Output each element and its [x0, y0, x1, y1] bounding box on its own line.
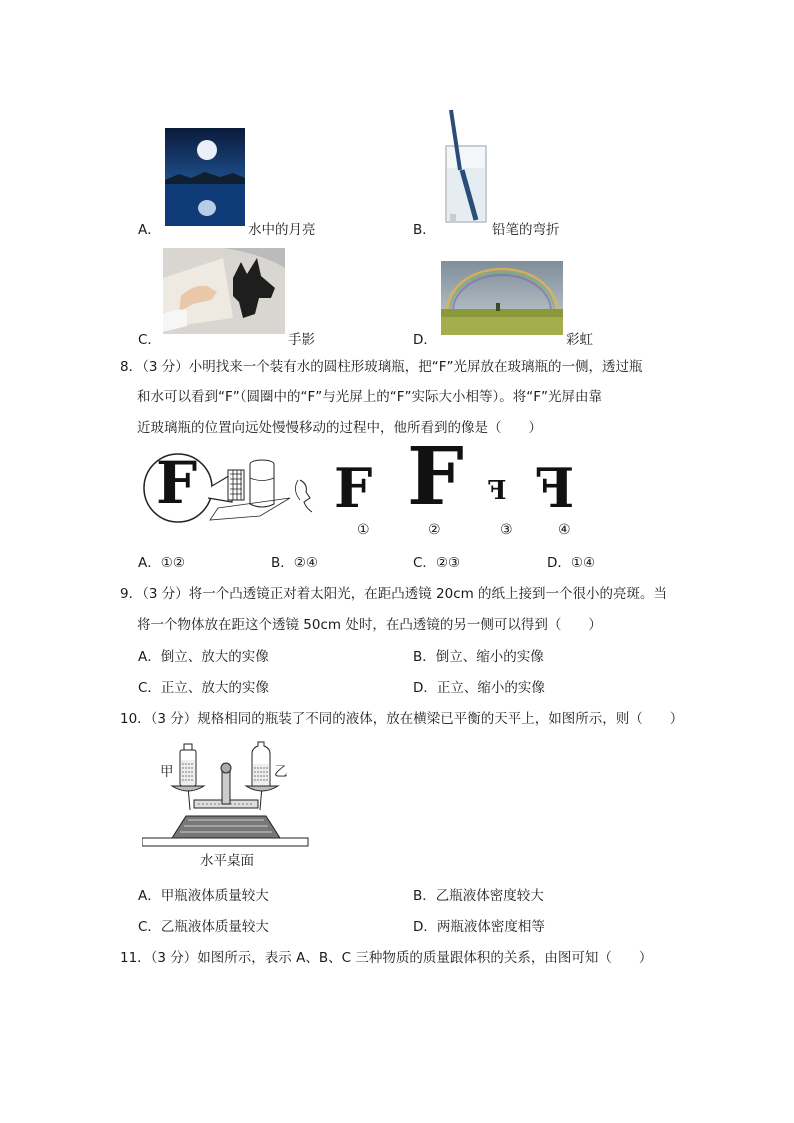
figure-label-3: ③ [500, 522, 513, 538]
q10-table-label: 水平桌面 [200, 853, 254, 869]
q9-option-a[interactable]: A．倒立、放大的实像 [138, 649, 269, 665]
q10-option-d[interactable]: D．两瓶液体密度相等 [413, 919, 545, 935]
q7-option-b-letter: B． [413, 222, 436, 238]
moon-reflection-image [165, 128, 245, 226]
q9-option-d[interactable]: D．正立、缩小的实像 [413, 680, 545, 696]
hand-shadow-image [163, 248, 285, 334]
image-4-letter: F [536, 456, 575, 520]
q10-option-c[interactable]: C．乙瓶液体质量较大 [138, 919, 269, 935]
q8-stem-line-2: 和水可以看到“F”（圆圈中的“F”与光屏上的“F”实际大小相等）。将“F”光屏由靠 [137, 389, 603, 405]
q7-option-c-letter: C． [138, 332, 161, 348]
q7-option-c-caption: 手影 [288, 332, 315, 348]
image-2-letter: F [407, 429, 464, 523]
q9-option-c[interactable]: C．正立、放大的实像 [138, 680, 269, 696]
q8-stem-line-1: 8．（3 分）小明找来一个装有水的圆柱形玻璃瓶，把“F”光屏放在玻璃瓶的一侧，透过瓶 [120, 359, 643, 375]
q10-stem-line-1: 10．（3 分）规格相同的瓶装了不同的液体，放在横梁已平衡的天平上，如图所示，则（ ） [120, 711, 684, 727]
f-circle-letter: F [156, 449, 198, 517]
q11-stem-line-1: 11．（3 分）如图所示，表示 A、B、C 三种物质的质量跟体积的关系，由图可知（ ） [120, 950, 653, 966]
q10-option-a[interactable]: A．甲瓶液体质量较大 [138, 888, 269, 904]
image-3-letter: F [488, 476, 507, 506]
pencil-in-water-image [438, 108, 493, 226]
figure-label-4: ④ [558, 522, 571, 538]
q9-stem-line-2: 将一个物体放在距这个透镜 50cm 处时，在凸透镜的另一侧可以得到（ ） [137, 617, 602, 633]
q8-option-a[interactable]: A．①② [138, 555, 185, 571]
figure-label-1: ① [357, 522, 370, 538]
rainbow-image [441, 261, 563, 335]
figure-label-2: ② [428, 522, 441, 538]
image-1-letter: F [334, 456, 373, 520]
q8-option-c[interactable]: C．②③ [413, 555, 461, 571]
q10-label-left-bottle: 甲 [160, 764, 174, 780]
q8-stem-line-3: 近玻璃瓶的位置向远处慢慢移动的过程中，他所看到的像是（ ） [137, 420, 542, 436]
q7-option-d-caption: 彩虹 [566, 332, 593, 348]
q9-stem-line-1: 9．（3 分）将一个凸透镜正对着太阳光，在距凸透镜 20cm 的纸上接到一个很小的亮斑。当 [120, 586, 668, 602]
balance-scale-figure [142, 740, 312, 852]
q7-option-d-letter: D． [413, 332, 437, 348]
q7-option-a-letter: A． [138, 222, 161, 238]
q8-option-d[interactable]: D．①④ [547, 555, 596, 571]
q8-option-b[interactable]: B．②④ [271, 555, 318, 571]
q9-option-b[interactable]: B．倒立、缩小的实像 [413, 649, 544, 665]
q10-label-right-bottle: 乙 [274, 764, 288, 780]
q7-option-a-caption: 水中的月亮 [248, 222, 316, 238]
q10-option-b[interactable]: B．乙瓶液体密度较大 [413, 888, 544, 904]
q7-option-b-caption: 铅笔的弯折 [492, 222, 560, 238]
